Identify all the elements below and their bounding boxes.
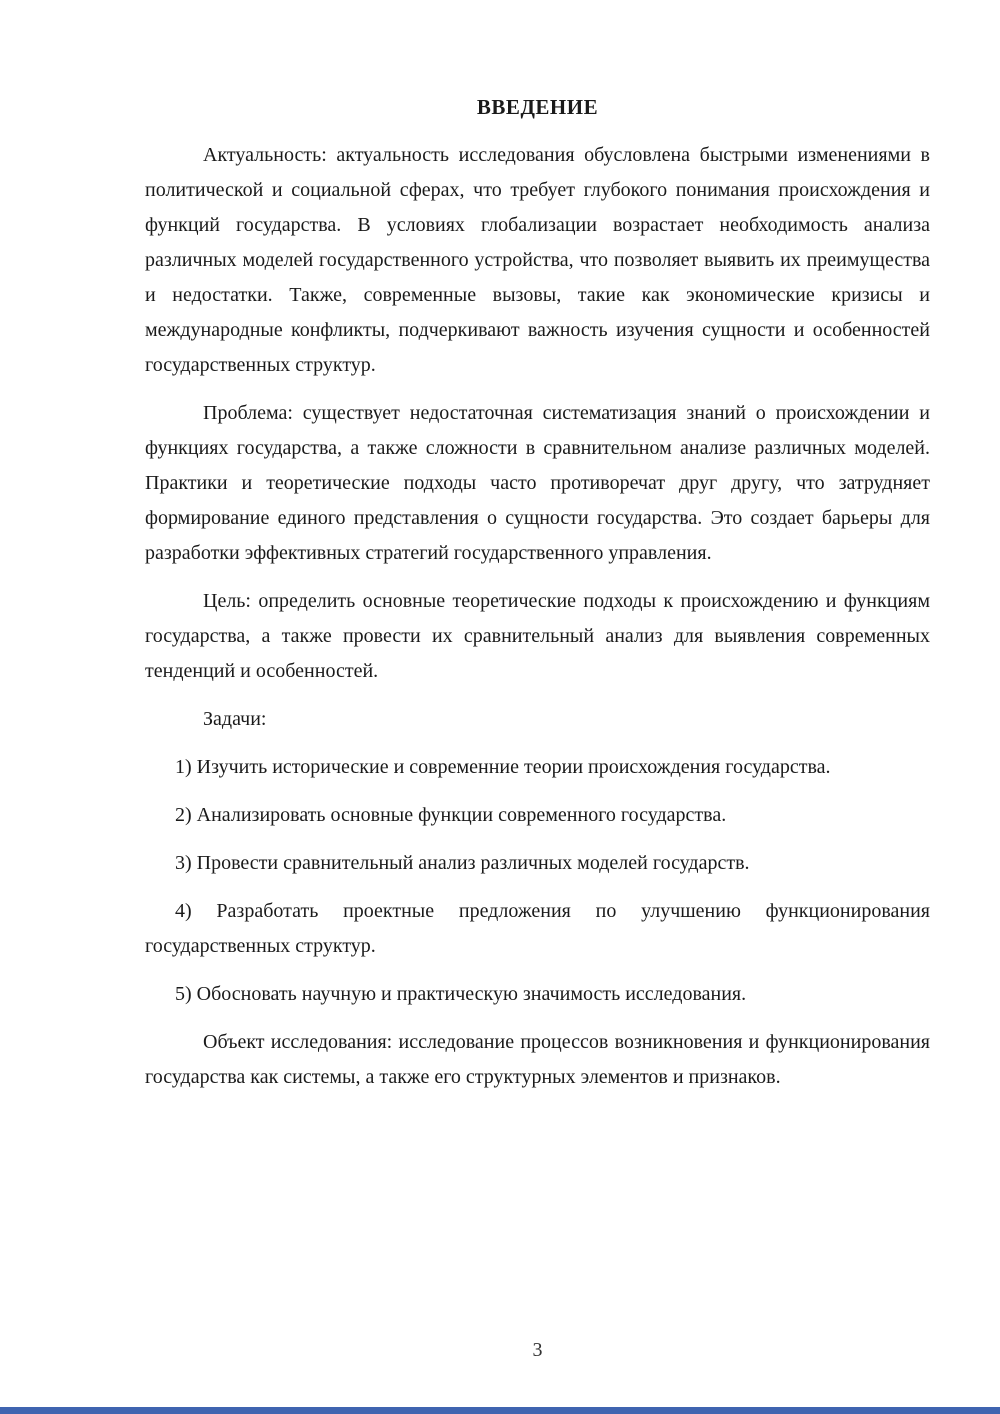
paragraph-relevance: Актуальность: актуальность исследования обусловлена быстрыми изменениями в политической и социальной сферах, что требует глубокого понимания происхождения и функций государства. В условиях глобализации возрастает необходимость анализа различных моделей государственного устройства, что позволяет выявить их преимущества и недостатки. Также, современные вызовы, такие как экономические кризисы и международные конфликты, подчеркивают важность изучения сущности и особенностей государственных структур. xyxy=(145,144,930,376)
list-item-task-2: 2) Анализировать основные функции современного государства. xyxy=(175,804,727,826)
paragraph-research-object: Объект исследования: исследование процессов возникновения и функционирования государства как системы, а также его структурных элементов и признаков. xyxy=(145,1031,930,1088)
list-item-task-3: 3) Провести сравнительный анализ различных моделей государств. xyxy=(175,852,750,874)
list-item-task-5: 5) Обосновать научную и практическую значимость исследования. xyxy=(175,983,747,1005)
page-footer xyxy=(145,1339,930,1362)
page-number: 3 xyxy=(532,1339,543,1361)
list-item-task-4: 4) Разработать проектные предложения по улучшению функционирования государственных структур. xyxy=(145,900,930,957)
paragraph-problem: Проблема: существует недостаточная систематизация знаний о происхождении и функциях государства, а также сложности в сравнительном анализе различных моделей. Практики и теоретические подходы часто противоречат друг другу, что затрудняет формирование единого представления о сущности государства. Это создает барьеры для разработки эффективных стратегий государственного управления. xyxy=(145,402,930,564)
list-item-task-1: 1) Изучить исторические и современние теории происхождения государства. xyxy=(175,756,831,778)
paragraph-tasks-heading: Задачи: xyxy=(203,708,267,730)
page-bottom-border xyxy=(0,1407,1000,1414)
document-title: ВВЕДЕНИЕ xyxy=(476,95,599,119)
paragraph-goal: Цель: определить основные теоретические подходы к происхождению и функциям государства, а также провести их сравнительный анализ для выявления современных тенденций и особенностей. xyxy=(145,590,930,682)
